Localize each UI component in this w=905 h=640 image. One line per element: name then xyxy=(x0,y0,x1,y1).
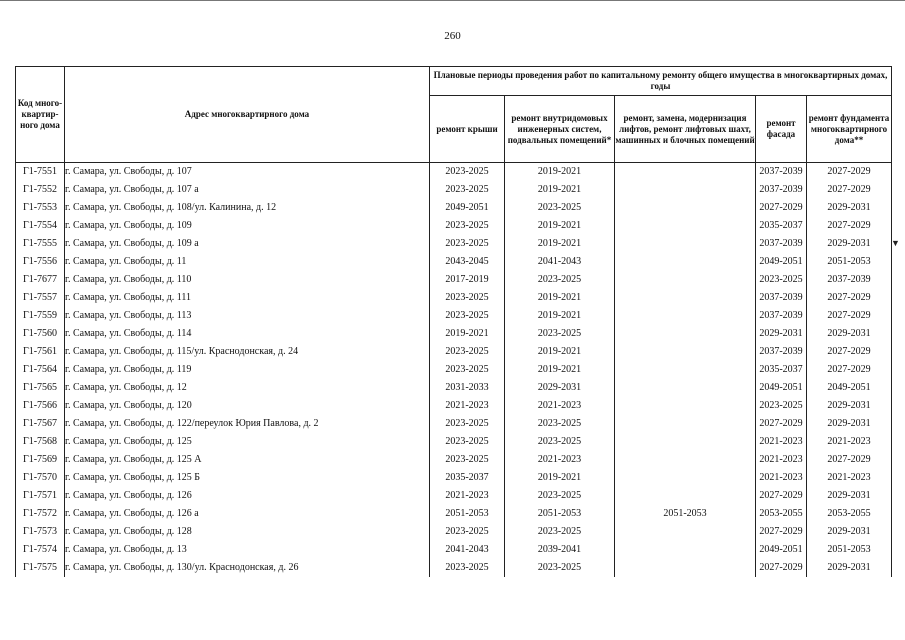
cell-systems: 2019-2021 xyxy=(505,469,615,487)
cell-systems: 2041-2043 xyxy=(505,253,615,271)
cell-address: г. Самара, ул. Свободы, д. 109 xyxy=(65,217,430,235)
cell-code: Г1-7551 xyxy=(16,163,65,182)
cell-roof: 2023-2025 xyxy=(430,235,505,253)
cell-facade: 2035-2037 xyxy=(756,361,807,379)
table-row xyxy=(16,289,892,307)
table-row xyxy=(16,181,892,199)
cell-address: г. Самара, ул. Свободы, д. 120 xyxy=(65,397,430,415)
cell-foundation: 2029-2031 xyxy=(807,325,892,343)
cell-foundation: 2029-2031 xyxy=(807,397,892,415)
cell-elevators xyxy=(615,289,756,307)
cell-code: Г1-7554 xyxy=(16,217,65,235)
cell-roof: 2021-2023 xyxy=(430,397,505,415)
cell-address: г. Самара, ул. Свободы, д. 122/переулок Юрия Павлова, д. 2 xyxy=(65,415,430,433)
cell-elevators xyxy=(615,379,756,397)
cell-roof: 2035-2037 xyxy=(430,469,505,487)
cell-code: Г1-7557 xyxy=(16,289,65,307)
table-row xyxy=(16,541,892,559)
table-row xyxy=(16,415,892,433)
cell-foundation: 2029-2031 xyxy=(807,559,892,577)
cell-code: Г1-7571 xyxy=(16,487,65,505)
cell-facade: 2027-2029 xyxy=(756,415,807,433)
table-row xyxy=(16,397,892,415)
cell-address: г. Самара, ул. Свободы, д. 109 а xyxy=(65,235,430,253)
cell-address: г. Самара, ул. Свободы, д. 128 xyxy=(65,523,430,541)
table-row xyxy=(16,559,892,577)
header-systems: ремонт внутридомовых инженерных систем, подвальных помещений* xyxy=(505,96,615,163)
cell-facade: 2037-2039 xyxy=(756,343,807,361)
cell-code: Г1-7567 xyxy=(16,415,65,433)
cell-facade: 2037-2039 xyxy=(756,307,807,325)
table-row xyxy=(16,253,892,271)
cell-code: Г1-7555 xyxy=(16,235,65,253)
cell-roof: 2023-2025 xyxy=(430,217,505,235)
cell-elevators xyxy=(615,397,756,415)
cell-facade: 2037-2039 xyxy=(756,181,807,199)
cell-roof: 2017-2019 xyxy=(430,271,505,289)
table-row xyxy=(16,235,892,253)
table-row xyxy=(16,271,892,289)
cell-address: г. Самара, ул. Свободы, д. 119 xyxy=(65,361,430,379)
cell-elevators xyxy=(615,235,756,253)
cell-address: г. Самара, ул. Свободы, д. 13 xyxy=(65,541,430,559)
cell-facade: 2049-2051 xyxy=(756,253,807,271)
cell-facade: 2023-2025 xyxy=(756,271,807,289)
cell-code: Г1-7561 xyxy=(16,343,65,361)
table-row xyxy=(16,379,892,397)
cell-foundation: 2027-2029 xyxy=(807,307,892,325)
cell-elevators xyxy=(615,217,756,235)
table-row xyxy=(16,199,892,217)
cell-systems: 2019-2021 xyxy=(505,235,615,253)
cell-facade: 2021-2023 xyxy=(756,451,807,469)
cell-foundation: 2029-2031 xyxy=(807,415,892,433)
cell-roof: 2043-2045 xyxy=(430,253,505,271)
header-foundation: ремонт фундамента многоквартирного дома** xyxy=(807,96,892,163)
cell-systems: 2019-2021 xyxy=(505,343,615,361)
cell-foundation: 2029-2031 xyxy=(807,487,892,505)
cell-elevators xyxy=(615,559,756,577)
cell-foundation: 2029-2031 xyxy=(807,523,892,541)
cell-roof: 2049-2051 xyxy=(430,199,505,217)
cell-systems: 2023-2025 xyxy=(505,523,615,541)
cell-code: Г1-7573 xyxy=(16,523,65,541)
cell-address: г. Самара, ул. Свободы, д. 130/ул. Краснодонская, д. 26 xyxy=(65,559,430,577)
cell-code: Г1-7574 xyxy=(16,541,65,559)
cell-facade: 2053-2055 xyxy=(756,505,807,523)
table-row xyxy=(16,433,892,451)
cell-systems: 2029-2031 xyxy=(505,379,615,397)
cell-facade: 2037-2039 xyxy=(756,235,807,253)
header-roof: ремонт крыши xyxy=(430,96,505,163)
cell-code: Г1-7572 xyxy=(16,505,65,523)
cell-address: г. Самара, ул. Свободы, д. 125 xyxy=(65,433,430,451)
cell-elevators xyxy=(615,523,756,541)
cell-foundation: 2029-2031 xyxy=(807,235,892,253)
cell-address: г. Самара, ул. Свободы, д. 115/ул. Краснодонская, д. 24 xyxy=(65,343,430,361)
cell-facade: 2027-2029 xyxy=(756,523,807,541)
cell-roof: 2023-2025 xyxy=(430,343,505,361)
table-body xyxy=(16,163,892,578)
cell-code: Г1-7566 xyxy=(16,397,65,415)
header-facade: ремонт фасада xyxy=(756,96,807,163)
cell-roof: 2019-2021 xyxy=(430,325,505,343)
cell-address: г. Самара, ул. Свободы, д. 107 xyxy=(65,163,430,182)
cell-address: г. Самара, ул. Свободы, д. 113 xyxy=(65,307,430,325)
cell-roof: 2031-2033 xyxy=(430,379,505,397)
cell-roof: 2021-2023 xyxy=(430,487,505,505)
cell-code: Г1-7568 xyxy=(16,433,65,451)
page-top-border xyxy=(0,0,905,1)
cell-code: Г1-7677 xyxy=(16,271,65,289)
cell-foundation: 2021-2023 xyxy=(807,469,892,487)
cell-code: Г1-7569 xyxy=(16,451,65,469)
table-row xyxy=(16,325,892,343)
cell-systems: 2023-2025 xyxy=(505,487,615,505)
cell-elevators xyxy=(615,469,756,487)
cell-code: Г1-7570 xyxy=(16,469,65,487)
cell-address: г. Самара, ул. Свободы, д. 126 xyxy=(65,487,430,505)
cell-foundation: 2029-2031 xyxy=(807,199,892,217)
cell-address: г. Самара, ул. Свободы, д. 108/ул. Калинина, д. 12 xyxy=(65,199,430,217)
header-elevators: ремонт, замена, модернизация лифтов, ремонт лифтовых шахт, машинных и блочных помещений xyxy=(615,96,756,163)
cell-systems: 2023-2025 xyxy=(505,415,615,433)
cell-roof: 2023-2025 xyxy=(430,289,505,307)
table-header xyxy=(16,67,892,163)
cell-systems: 2019-2021 xyxy=(505,289,615,307)
cell-foundation: 2027-2029 xyxy=(807,343,892,361)
cell-foundation: 2027-2029 xyxy=(807,289,892,307)
table-row xyxy=(16,523,892,541)
cell-elevators xyxy=(615,181,756,199)
cell-systems: 2023-2025 xyxy=(505,271,615,289)
cell-systems: 2051-2053 xyxy=(505,505,615,523)
cell-systems: 2021-2023 xyxy=(505,451,615,469)
cell-roof: 2023-2025 xyxy=(430,559,505,577)
cell-systems: 2039-2041 xyxy=(505,541,615,559)
cell-foundation: 2027-2029 xyxy=(807,163,892,182)
table-row xyxy=(16,343,892,361)
cell-code: Г1-7560 xyxy=(16,325,65,343)
cell-code: Г1-7575 xyxy=(16,559,65,577)
cell-systems: 2019-2021 xyxy=(505,181,615,199)
cell-address: г. Самара, ул. Свободы, д. 126 а xyxy=(65,505,430,523)
cell-facade: 2035-2037 xyxy=(756,217,807,235)
cell-roof: 2041-2043 xyxy=(430,541,505,559)
cell-systems: 2019-2021 xyxy=(505,217,615,235)
cell-elevators xyxy=(615,487,756,505)
cell-facade: 2049-2051 xyxy=(756,541,807,559)
cell-code: Г1-7564 xyxy=(16,361,65,379)
cell-elevators xyxy=(615,307,756,325)
cell-address: г. Самара, ул. Свободы, д. 125 Б xyxy=(65,469,430,487)
table-row xyxy=(16,487,892,505)
cell-code: Г1-7552 xyxy=(16,181,65,199)
cell-address: г. Самара, ул. Свободы, д. 107 а xyxy=(65,181,430,199)
cell-elevators xyxy=(615,343,756,361)
cell-systems: 2023-2025 xyxy=(505,325,615,343)
cell-address: г. Самара, ул. Свободы, д. 12 xyxy=(65,379,430,397)
cell-roof: 2023-2025 xyxy=(430,433,505,451)
cell-facade: 2037-2039 xyxy=(756,163,807,182)
table-row xyxy=(16,163,892,182)
cell-elevators xyxy=(615,163,756,182)
cell-address: г. Самара, ул. Свободы, д. 114 xyxy=(65,325,430,343)
cell-roof: 2023-2025 xyxy=(430,181,505,199)
cell-systems: 2023-2025 xyxy=(505,433,615,451)
cell-elevators xyxy=(615,541,756,559)
cell-facade: 2027-2029 xyxy=(756,487,807,505)
cell-address: г. Самара, ул. Свободы, д. 110 xyxy=(65,271,430,289)
cell-foundation: 2027-2029 xyxy=(807,451,892,469)
cell-facade: 2023-2025 xyxy=(756,397,807,415)
table-row xyxy=(16,469,892,487)
header-planned-periods: Плановые периоды проведения работ по капитальному ремонту общего имущества в многоквартирных домах, годы xyxy=(430,67,892,96)
cell-address: г. Самара, ул. Свободы, д. 111 xyxy=(65,289,430,307)
cell-roof: 2023-2025 xyxy=(430,415,505,433)
cell-elevators xyxy=(615,361,756,379)
cell-roof: 2023-2025 xyxy=(430,163,505,182)
cell-elevators xyxy=(615,271,756,289)
table-row xyxy=(16,451,892,469)
cell-foundation: 2051-2053 xyxy=(807,253,892,271)
cell-foundation: 2049-2051 xyxy=(807,379,892,397)
cell-facade: 2027-2029 xyxy=(756,559,807,577)
header-code: Код много-квартир-ного дома xyxy=(16,67,65,163)
cell-elevators xyxy=(615,451,756,469)
cell-systems: 2019-2021 xyxy=(505,361,615,379)
cell-foundation: 2037-2039 xyxy=(807,271,892,289)
cell-foundation: 2027-2029 xyxy=(807,361,892,379)
header-address: Адрес многоквартирного дома xyxy=(65,67,430,163)
cell-elevators xyxy=(615,325,756,343)
cell-roof: 2023-2025 xyxy=(430,523,505,541)
cell-foundation: 2053-2055 xyxy=(807,505,892,523)
table-row xyxy=(16,217,892,235)
cell-code: Г1-7556 xyxy=(16,253,65,271)
cell-roof: 2023-2025 xyxy=(430,361,505,379)
cell-roof: 2051-2053 xyxy=(430,505,505,523)
cell-elevators xyxy=(615,415,756,433)
cell-elevators xyxy=(615,433,756,451)
table-row xyxy=(16,307,892,325)
cell-systems: 2023-2025 xyxy=(505,199,615,217)
cell-foundation: 2021-2023 xyxy=(807,433,892,451)
margin-arrow-icon: ▼ xyxy=(891,238,900,248)
cell-elevators xyxy=(615,199,756,217)
cell-systems: 2019-2021 xyxy=(505,163,615,182)
cell-systems: 2019-2021 xyxy=(505,307,615,325)
cell-foundation: 2051-2053 xyxy=(807,541,892,559)
cell-address: г. Самара, ул. Свободы, д. 11 xyxy=(65,253,430,271)
header-row-top xyxy=(16,67,892,96)
cell-facade: 2021-2023 xyxy=(756,433,807,451)
repair-schedule-table xyxy=(15,66,892,577)
cell-facade: 2037-2039 xyxy=(756,289,807,307)
cell-code: Г1-7559 xyxy=(16,307,65,325)
table-row xyxy=(16,361,892,379)
cell-roof: 2023-2025 xyxy=(430,307,505,325)
cell-code: Г1-7553 xyxy=(16,199,65,217)
cell-facade: 2027-2029 xyxy=(756,199,807,217)
table-row xyxy=(16,505,892,523)
cell-address: г. Самара, ул. Свободы, д. 125 А xyxy=(65,451,430,469)
cell-systems: 2021-2023 xyxy=(505,397,615,415)
cell-systems: 2023-2025 xyxy=(505,559,615,577)
cell-facade: 2049-2051 xyxy=(756,379,807,397)
cell-elevators: 2051-2053 xyxy=(615,505,756,523)
cell-elevators xyxy=(615,253,756,271)
cell-foundation: 2027-2029 xyxy=(807,217,892,235)
page-number: 260 xyxy=(444,30,461,42)
cell-roof: 2023-2025 xyxy=(430,451,505,469)
cell-code: Г1-7565 xyxy=(16,379,65,397)
cell-foundation: 2027-2029 xyxy=(807,181,892,199)
cell-facade: 2021-2023 xyxy=(756,469,807,487)
cell-facade: 2029-2031 xyxy=(756,325,807,343)
